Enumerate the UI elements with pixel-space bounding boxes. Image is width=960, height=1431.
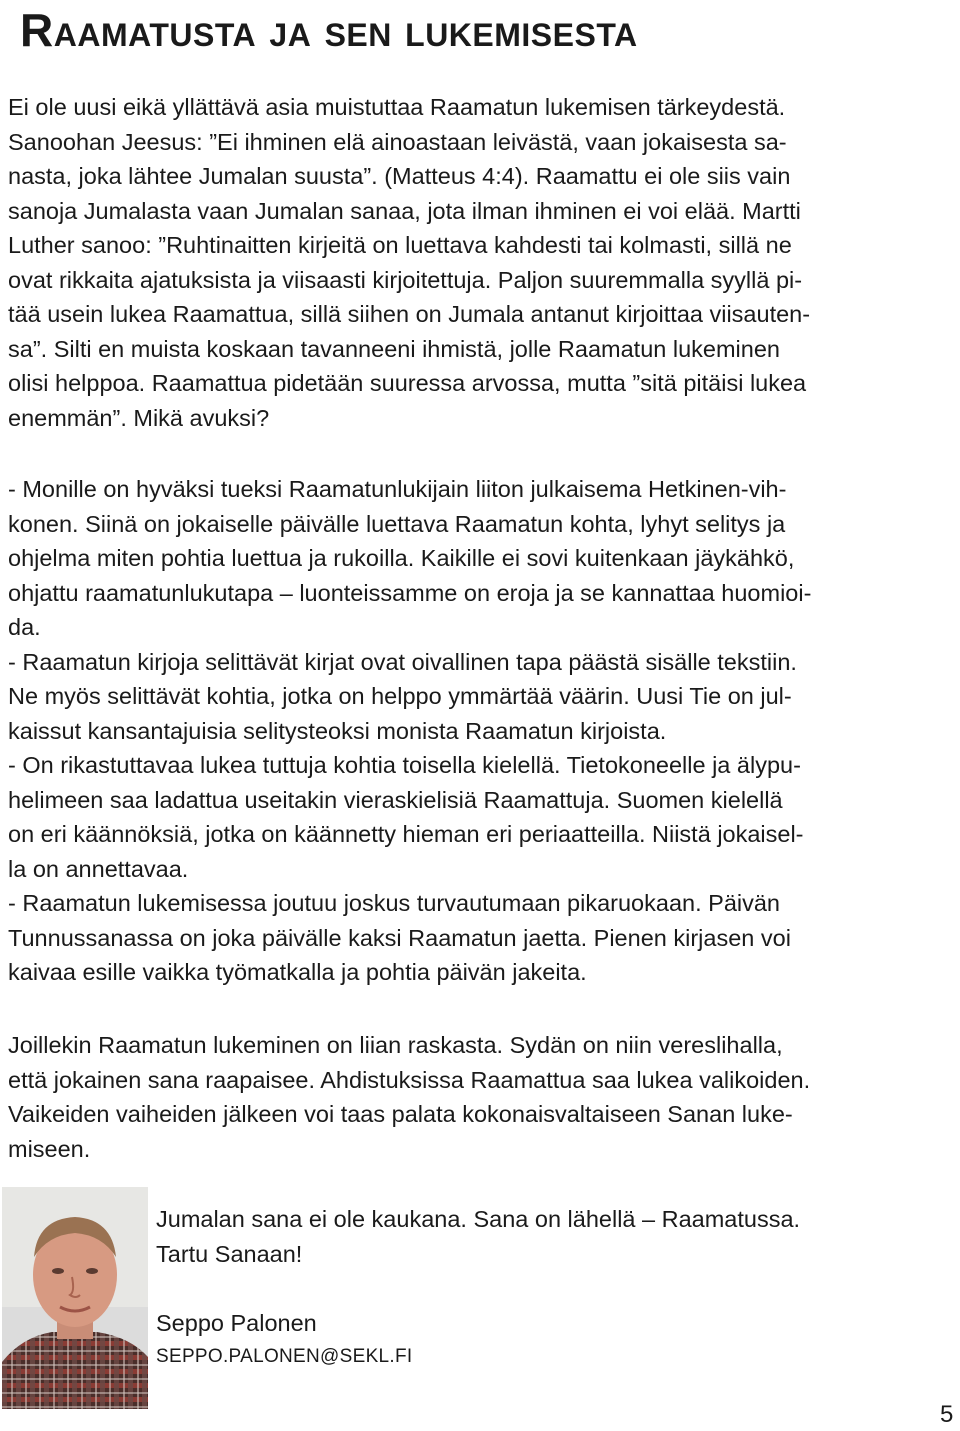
- text-line: ohjelma miten pohtia luettua ja rukoilla. Kaikille ei sovi kuitenkaan jäykähkö,: [8, 545, 795, 571]
- author-name: Seppo Palonen: [156, 1310, 317, 1336]
- page-number: 5: [940, 1401, 954, 1428]
- tips-paragraph: [8, 472, 928, 990]
- author-email: SEPPO.PALONEN@SEKL.FI: [156, 1346, 413, 1367]
- text-line: Tunnussanassa on joka päivälle kaksi Raamatun jaetta. Pienen kirjasen voi: [8, 924, 791, 951]
- text-line: Jumalan sana ei ole kaukana. Sana on lähellä – Raamatussa.: [156, 1206, 801, 1232]
- intro-paragraph: [8, 90, 928, 435]
- text-line: - On rikastuttavaa lukea tuttuja kohtia toisella kielellä. Tietokoneelle ja älypu-: [8, 752, 801, 778]
- text-line: Tartu Sanaan!: [156, 1240, 303, 1267]
- text-line: ohjattu raamatunlukutapa – luonteissamme on eroja ja se kannattaa huomioi-: [8, 579, 812, 606]
- text-line: - Monille on hyväksi tueksi Raamatunlukijain liiton julkaisema Hetkinen-vih-: [8, 476, 787, 502]
- text-line: Sanoohan Jeesus: ”Ei ihminen elä ainoastaan leivästä, vaan jokaisesta sa-: [8, 128, 787, 155]
- closing-text: [156, 1202, 928, 1271]
- text-line: Luther sanoo: ”Ruhtinaitten kirjeitä on luettava kahdesti tai kolmasti, sillä ne: [8, 232, 792, 258]
- final-paragraph: [8, 1028, 928, 1166]
- text-line: sa”. Silti en muista koskaan tavanneeni ihmistä, jolle Raamatun lukeminen: [8, 335, 780, 362]
- text-line: nasta, joka lähtee Jumalan suusta”. (Matteus 4:4). Raamattu ei ole siis vain: [8, 163, 791, 189]
- text-line: sanoja Jumalasta vaan Jumalan sanaa, jota ilman ihminen ei voi elää. Martti: [8, 197, 801, 224]
- text-line: - Raamatun kirjoja selittävät kirjat ovat oivallinen tapa päästä sisälle tekstiin.: [8, 648, 797, 675]
- text-line: kaivaa esille vaikka työmatkalla ja pohtia päivän jakeita.: [8, 959, 587, 985]
- text-line: olisi helppoa. Raamattua pidetään suuressa arvossa, mutta ”sitä pitäisi lukea: [8, 370, 807, 396]
- text-line: tää usein lukea Raamattua, sillä siihen on Jumala antanut kirjoittaa viisauten-: [8, 301, 811, 327]
- text-line: la on annettavaa.: [8, 855, 189, 882]
- text-line: Ne myös selittävät kohtia, jotka on helppo ymmärtää väärin. Uusi Tie on jul-: [8, 683, 792, 709]
- text-line: kaissut kansantajuisia selitysteoksi monista Raamatun kirjoista.: [8, 717, 667, 744]
- text-line: Joillekin Raamatun lukeminen on liian raskasta. Sydän on niin vereslihalla,: [8, 1032, 783, 1058]
- text-line: Ei ole uusi eikä yllättävä asia muistuttaa Raamatun lukemisen tärkeydestä.: [8, 94, 786, 120]
- text-line: on eri käännöksiä, jotka on käännetty hieman eri periaatteilla. Niistä jokaisel-: [8, 821, 804, 847]
- text-line: Vaikeiden vaiheiden jälkeen voi taas palata kokonaisvaltaiseen Sanan luke-: [8, 1101, 793, 1127]
- author-photo: [2, 1187, 148, 1409]
- text-line: - Raamatun lukemisessa joutuu joskus turvautumaan pikaruokaan. Päivän: [8, 890, 781, 916]
- text-line: enemmän”. Mikä avuksi?: [8, 404, 270, 431]
- text-line: miseen.: [8, 1135, 91, 1162]
- text-line: ovat rikkaita ajatuksista ja viisaasti kirjoitettuja. Paljon suuremmalla syyllä pi-: [8, 266, 803, 293]
- text-line: da.: [8, 614, 41, 640]
- article-title: Raamatusta ja sen lukemisesta: [20, 4, 638, 56]
- text-line: konen. Siinä on jokaiselle päivälle luettava Raamatun kohta, lyhyt selitys ja: [8, 510, 786, 537]
- text-line: että jokainen sana raapaisee. Ahdistuksissa Raamattua saa lukea valikoiden.: [8, 1066, 811, 1093]
- text-line: helimeen saa ladattua useitakin vieraskielisiä Raamattuja. Suomen kielellä: [8, 786, 783, 813]
